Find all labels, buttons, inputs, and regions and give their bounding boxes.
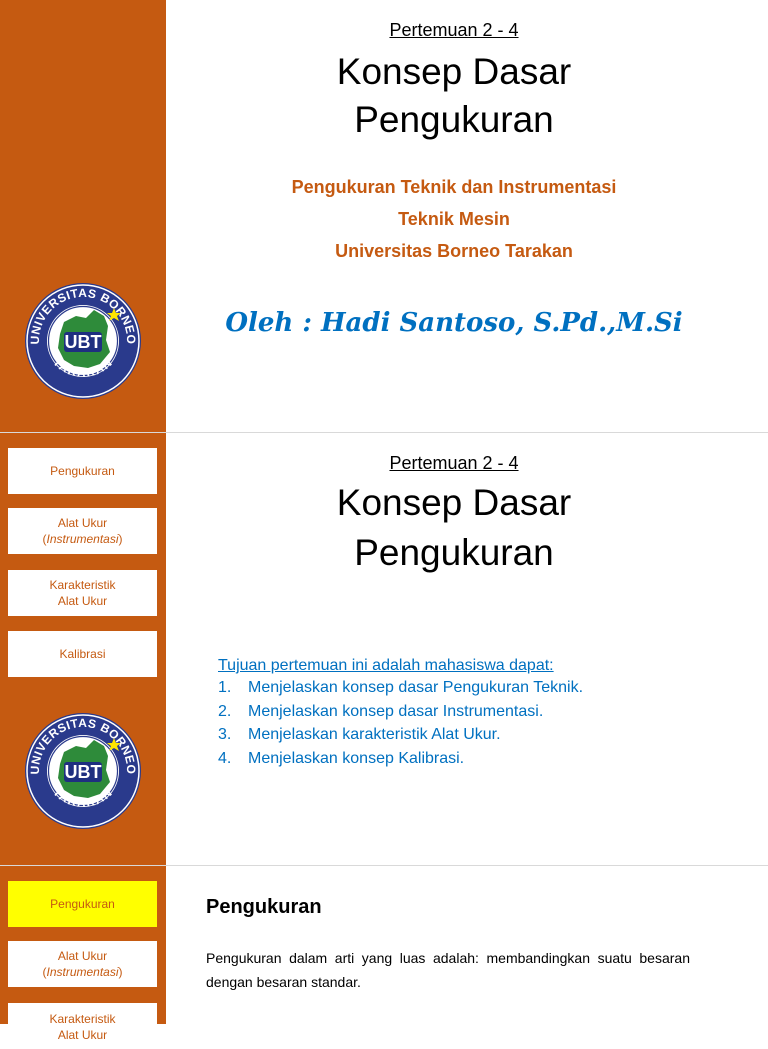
logo-center-text: UBT	[64, 762, 102, 782]
logo-bottom-text: TARAKAN	[50, 784, 116, 810]
nav-pengukuran[interactable]	[8, 448, 157, 494]
objectives-list	[218, 679, 583, 773]
main-content	[166, 866, 768, 1024]
logo-center-text: UBT	[64, 332, 102, 352]
nav-label: Pengukuran	[50, 464, 115, 478]
logo-ring-text: UNIVERSITAS BORNEO	[27, 715, 139, 775]
nav-label: Alat Ukur	[57, 594, 108, 608]
sidebar	[0, 0, 166, 432]
nav-label: Alat Ukur	[57, 949, 108, 963]
title-line-1: Konsep Dasar	[336, 482, 572, 523]
nav-pengukuran-active[interactable]	[8, 881, 157, 927]
nav-label-sub: (Instrumentasi)	[42, 965, 123, 979]
title-line-2: Pengukuran	[354, 99, 554, 140]
nav-label: Alat Ukur	[57, 1028, 108, 1042]
section-paragraph: Pengukuran dalam arti yang luas adalah: membandingkan suatu besaran dengan besaran standar.	[206, 950, 690, 990]
main-content	[166, 0, 768, 432]
section-heading: Pengukuran	[206, 896, 322, 918]
nav-label: Karakteristik	[49, 578, 116, 592]
logo-ring-text: UNIVERSITAS BORNEO	[27, 285, 139, 345]
nav-kalibrasi[interactable]	[8, 631, 157, 677]
slide-objectives	[0, 433, 768, 865]
sidebar	[0, 433, 166, 865]
list-item: 2. Menjelaskan konsep dasar Instrumentasi.	[218, 702, 544, 720]
course-name: Pengukuran Teknik dan Instrumentasi	[291, 177, 617, 197]
nav-label: Kalibrasi	[59, 647, 106, 661]
title-line-2: Pengukuran	[354, 532, 554, 573]
sidebar	[0, 866, 166, 1042]
list-item: 3. Menjelaskan karakteristik Alat Ukur.	[218, 726, 501, 743]
nav-alat-ukur[interactable]	[8, 941, 157, 987]
slide-pengukuran	[0, 866, 768, 1042]
nav-karakteristik[interactable]	[8, 570, 157, 616]
nav-karakteristik[interactable]	[8, 1003, 157, 1049]
university-logo	[24, 282, 142, 400]
nav-label: Alat Ukur	[57, 516, 108, 530]
nav-label-sub: (Instrumentasi)	[42, 532, 123, 546]
pertemuan-label: Pertemuan 2 - 4	[389, 453, 519, 473]
author-line: Oleh : Hadi Santoso, S.Pd.,M.Si	[225, 308, 683, 338]
slide-title	[0, 0, 768, 432]
list-item: 4. Menjelaskan konsep Kalibrasi.	[218, 749, 465, 767]
department-name: Teknik Mesin	[398, 209, 510, 229]
nav-label: Pengukuran	[50, 897, 115, 911]
main-content	[166, 433, 768, 865]
nav-label: Karakteristik	[49, 1012, 116, 1026]
university-logo	[24, 712, 142, 830]
university-name: Universitas Borneo Tarakan	[335, 241, 573, 261]
nav-alat-ukur[interactable]	[8, 508, 157, 554]
list-item: 1. Menjelaskan konsep dasar Pengukuran Teknik.	[218, 679, 584, 696]
title-line-1: Konsep Dasar	[336, 51, 572, 92]
pertemuan-label: Pertemuan 2 - 4	[389, 20, 519, 40]
objectives-heading: Tujuan pertemuan ini adalah mahasiswa dapat:	[218, 657, 554, 674]
logo-bottom-text: TARAKAN	[50, 354, 116, 380]
